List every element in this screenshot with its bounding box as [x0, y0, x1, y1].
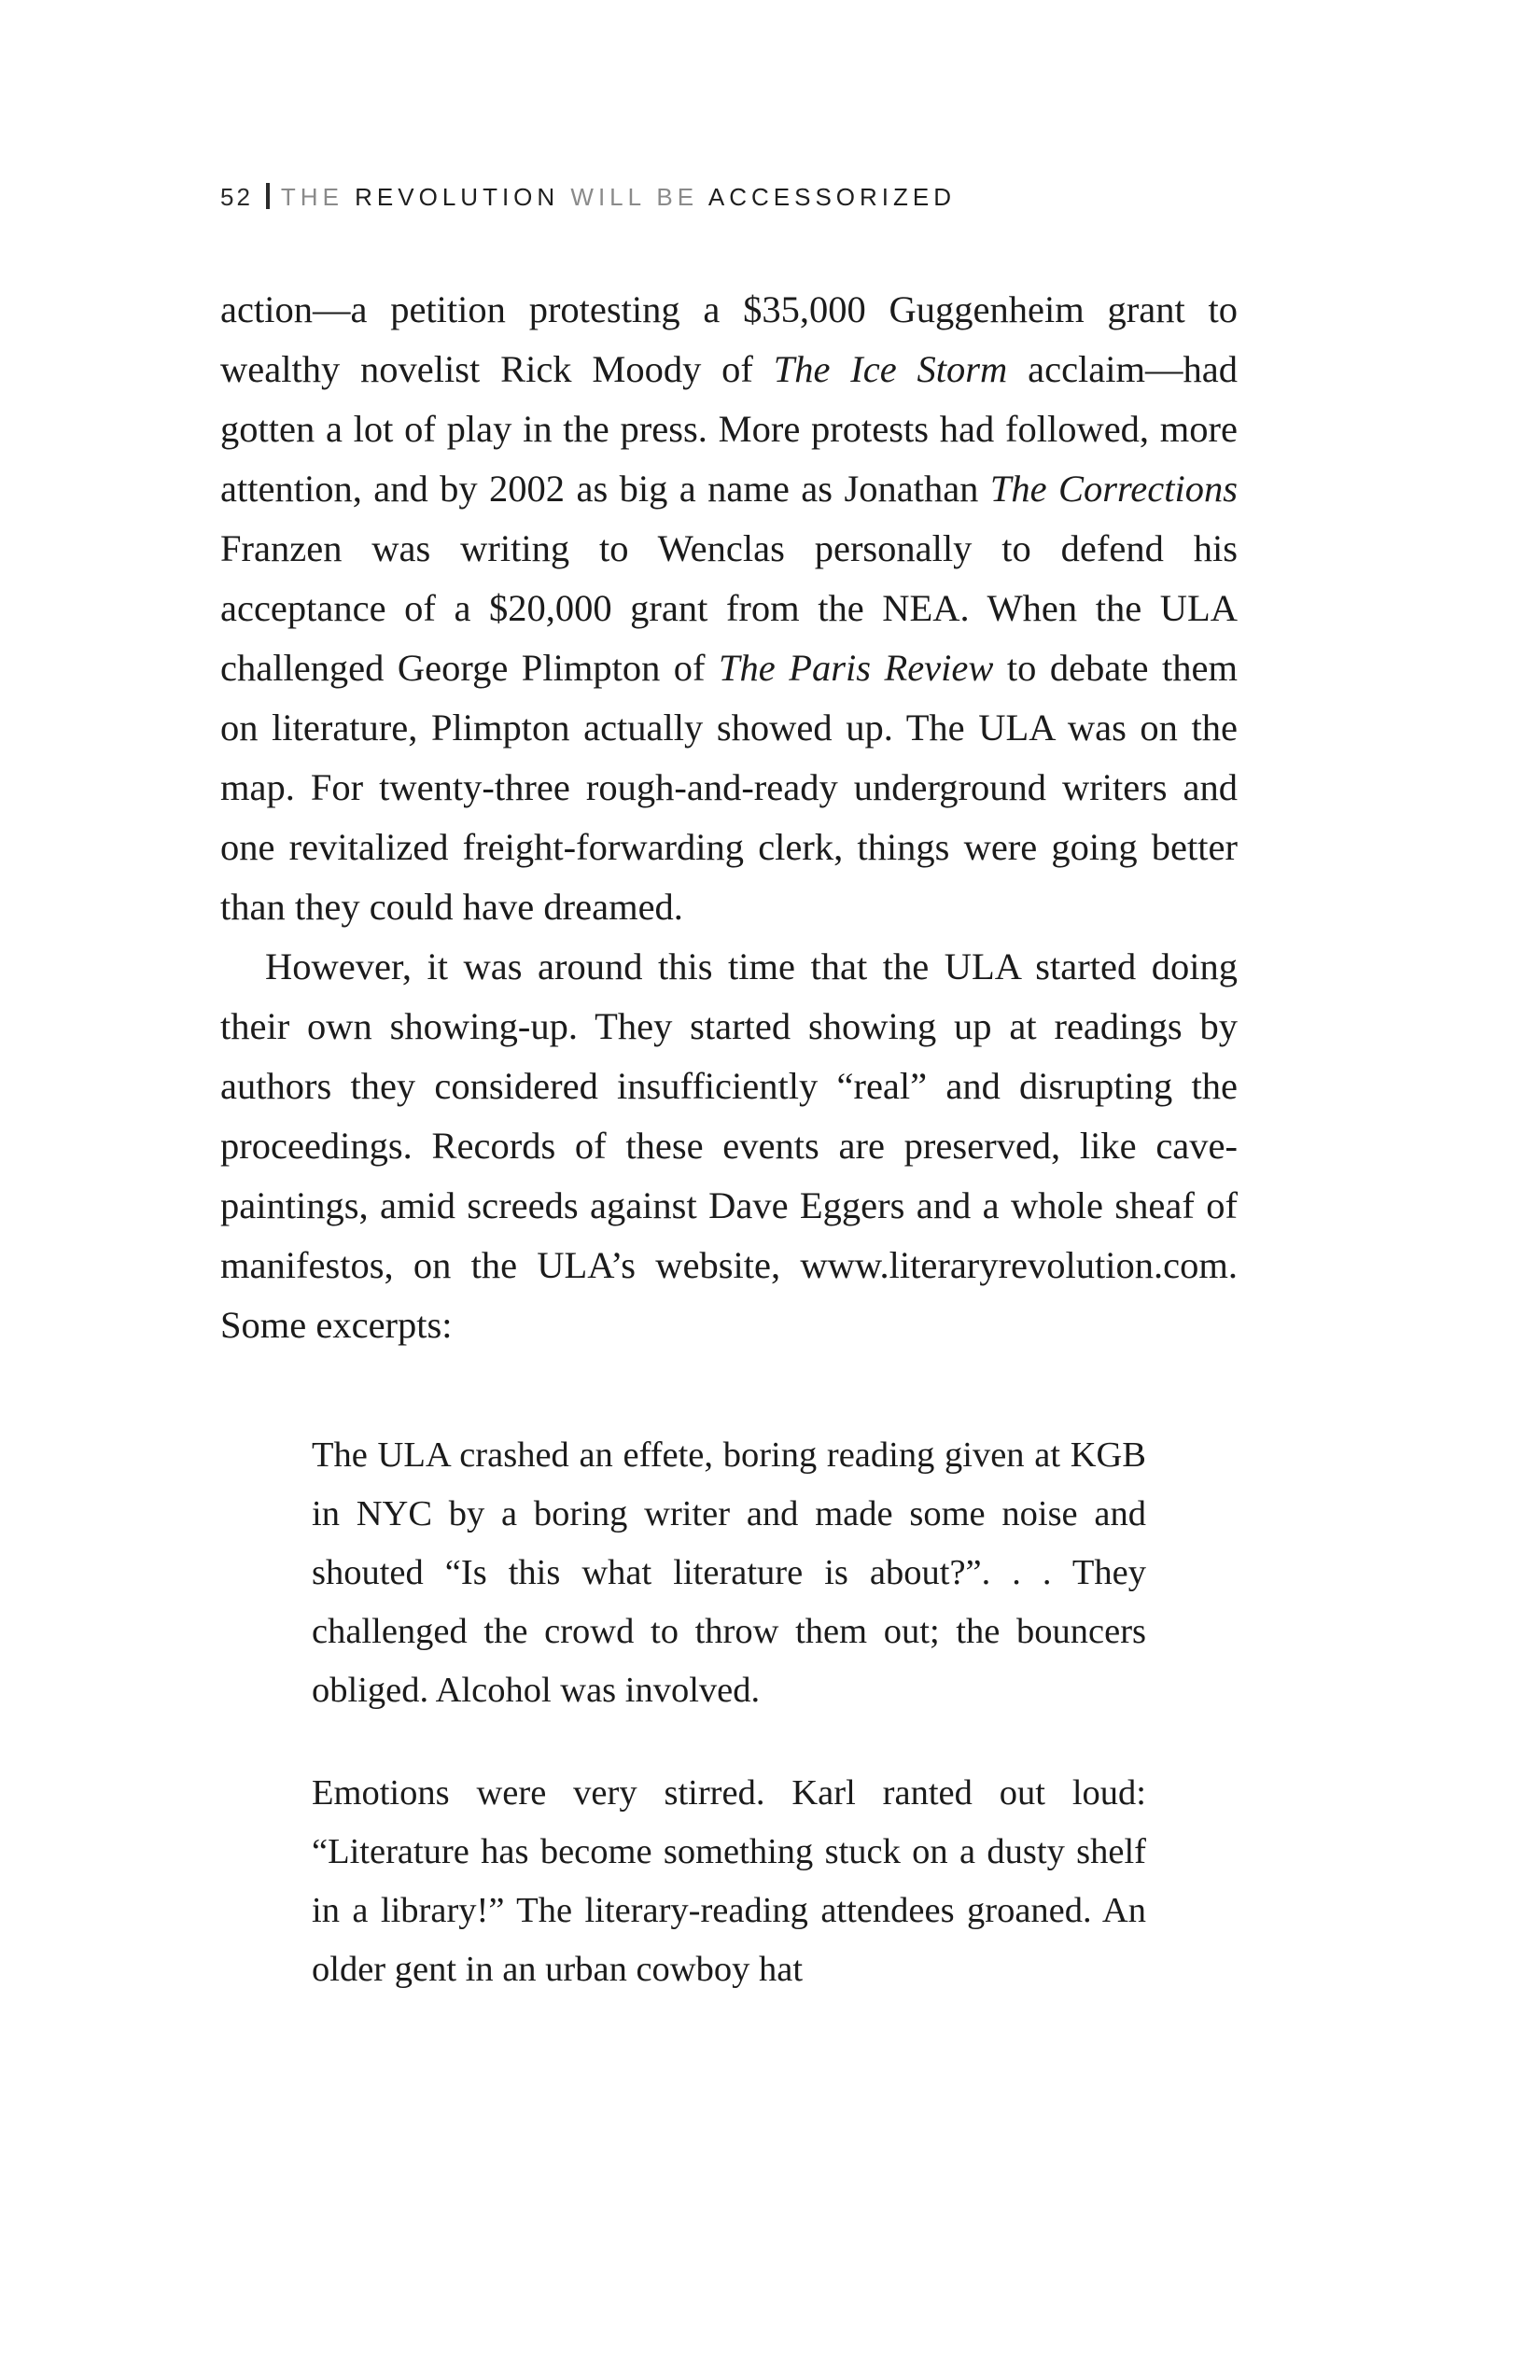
book-title-ice-storm: The Ice Storm	[773, 348, 1008, 390]
excerpt-text: The ULA crashed an effete, boring reading given at KGB in NYC by a boring writer and made some noise and shouted “Is this what literature is about?”. . . They challenged the crowd to throw them out; the bouncers obliged. Alcohol was involved.	[312, 1435, 1146, 1710]
header-title-the: THE	[280, 183, 343, 211]
paragraph-text: action—a petition protesting a $35,000 Guggenheim grant to wealthy novelist Rick Moody of	[220, 288, 1238, 390]
block-quote-excerpt-1	[312, 1426, 1146, 1720]
paragraph-continuation	[220, 280, 1238, 937]
header-title-revolution: REVOLUTION	[355, 183, 560, 211]
excerpt-text: Emotions were very stirred. Karl ranted out loud: “Literature has become something stuck on a dusty shelf in a library!” The literary-reading attendees groaned. An older gent in an urban cowboy hat	[312, 1773, 1146, 1989]
page-number: 52	[220, 183, 253, 211]
main-body-text	[220, 280, 1238, 1355]
header-title-accessorized: ACCESSORIZED	[707, 183, 957, 211]
magazine-title-paris-review: The Paris Review	[719, 647, 994, 689]
paragraph-text: Franzen was writing to Wenclas personally to defend his acceptance of a $20,000 grant from the NEA. When the ULA challenged George Plimpton of	[220, 527, 1238, 689]
book-title-corrections: The Corrections	[989, 468, 1239, 510]
paragraph-text: acclaim—had gotten a lot of play in the press. More protests had followed, more attention, and by 2002 as big a name as Jonathan	[220, 348, 1239, 510]
paragraph-text: to debate them on literature, Plimpton actually showed up. The ULA was on the map. For twenty-three rough-and-ready underground writers and one revitalized freight-forwarding clerk, things were going better than they could have dreamed.	[220, 647, 1238, 928]
paragraph-however: However, it was around this time that the ULA started doing their own showing-up. They started showing up at readings by authors they considered insufficiently “real” and disrupting the proceedings. Records of these events are preserved, like cave-paintings, amid screeds against Dave Eggers and a whole sheaf of manifestos, on the ULA’s website, www.literaryrevolution.com. Some excerpts:	[220, 945, 1238, 1346]
running-head	[220, 183, 956, 212]
block-quote-excerpt-2	[312, 1764, 1146, 1999]
header-title-will-be: WILL BE	[570, 183, 699, 211]
header-divider	[266, 183, 270, 209]
